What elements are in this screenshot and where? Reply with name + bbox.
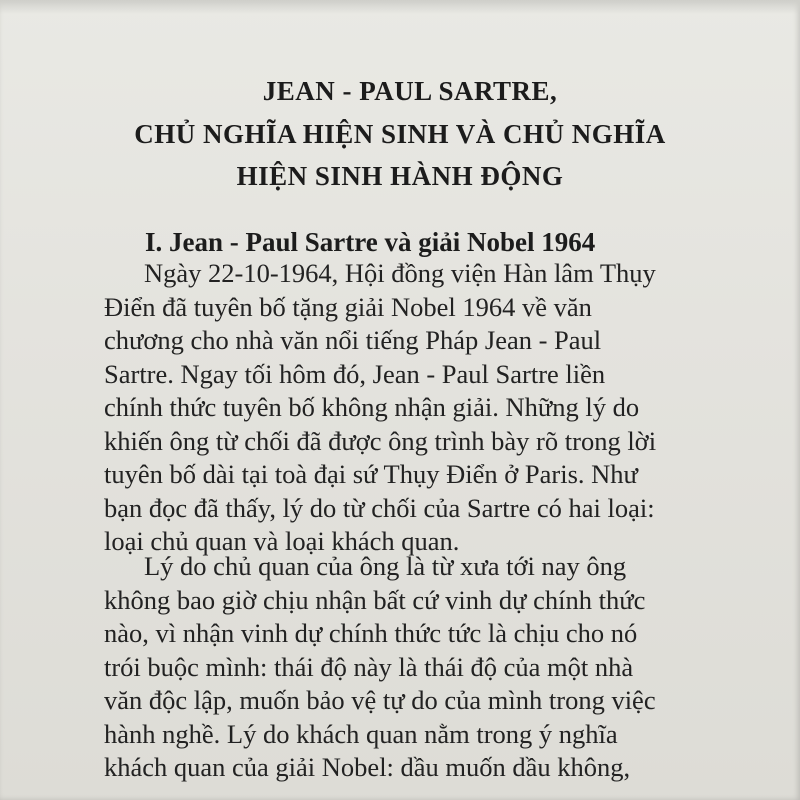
- paragraph-line: Điển đã tuyên bố tặng giải Nobel 1964 về văn: [104, 291, 592, 322]
- page-edge-shadow: [0, 0, 800, 14]
- paragraph-line: không bao giờ chịu nhận bất cứ vinh dự chính thức: [104, 584, 646, 615]
- paragraph-line: bạn đọc đã thấy, lý do từ chối của Sartre có hai loại:: [104, 492, 655, 523]
- paragraph-line: chương cho nhà văn nổi tiếng Pháp Jean - Paul: [104, 325, 602, 355]
- paragraph-line: Ngày 22-10-1964, Hội đồng viện Hàn lâm Thụy: [144, 258, 656, 288]
- paragraph-line: hành nghề. Lý do khách quan nằm trong ý nghĩa: [104, 718, 618, 749]
- paragraph-line: Lý do chủ quan của ông là từ xưa tới nay ông: [144, 551, 627, 581]
- paragraph-line: khách quan của giải Nobel: dầu muốn dầu không,: [104, 752, 631, 782]
- paragraph-line: tuyên bố dài tại toà đại sứ Thụy Điển ở Paris. Như: [104, 459, 638, 489]
- chapter-title-line-1: JEAN - PAUL SARTRE,: [262, 76, 558, 106]
- paragraph-1: [104, 257, 780, 559]
- section-heading: I. Jean - Paul Sartre và giải Nobel 1964: [145, 227, 596, 257]
- paragraph-2: [104, 550, 780, 785]
- paragraph-line: văn độc lập, muốn bảo vệ tự do của mình trong việc: [104, 685, 656, 715]
- paragraph-line: trói buộc mình: thái độ này là thái độ của một nhà: [104, 651, 634, 682]
- paragraph-line: nào, vì nhận vinh dự chính thức tức là chịu cho nó: [104, 618, 638, 648]
- paragraph-line: Sartre. Ngay tối hôm đó, Jean - Paul Sartre liền: [104, 358, 606, 389]
- paragraph-line: chính thức tuyên bố không nhận giải. Những lý do: [104, 392, 640, 422]
- chapter-title-line-2: CHỦ NGHĨA HIỆN SINH VÀ CHỦ NGHĨA: [134, 119, 666, 149]
- paragraph-line: loại chủ quan và loại khách quan.: [104, 526, 460, 556]
- paragraph-line: khiến ông từ chối đã được ông trình bày rõ trong lời: [104, 425, 657, 456]
- chapter-title-line-3: HIỆN SINH HÀNH ĐỘNG: [236, 161, 564, 191]
